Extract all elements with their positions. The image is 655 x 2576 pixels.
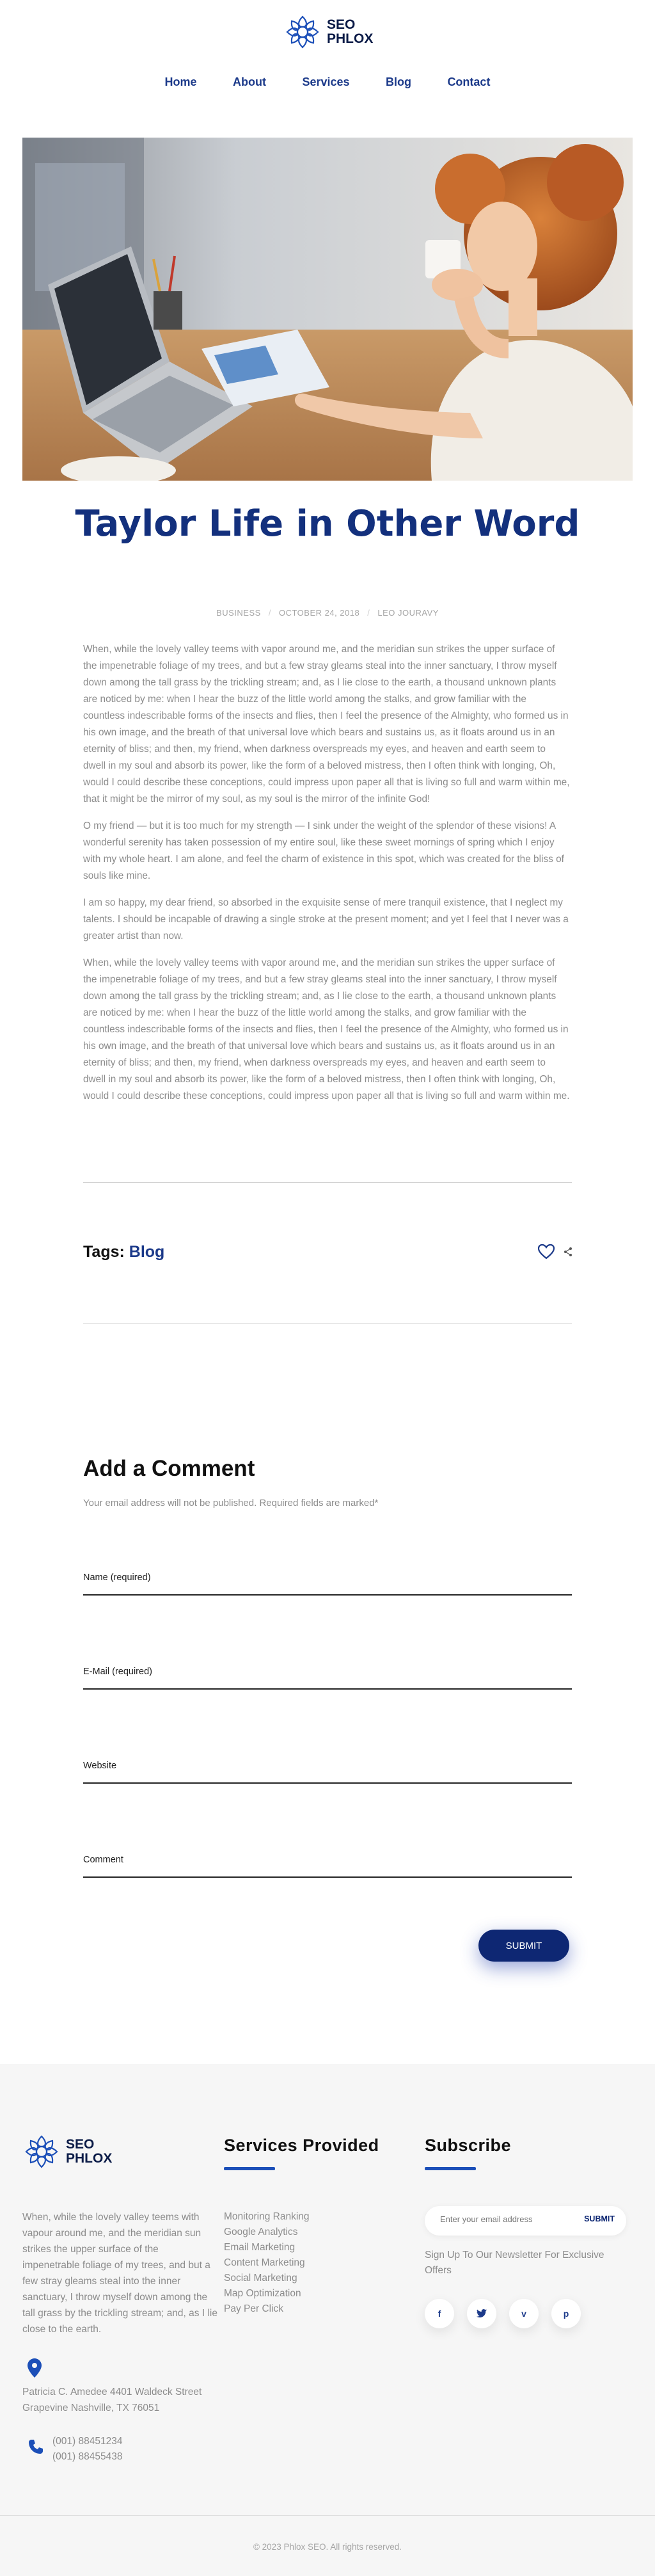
subscribe-form xyxy=(425,2206,626,2236)
post-title: Taylor Life in Other Word xyxy=(75,503,580,545)
post-category[interactable]: BUSINESS xyxy=(216,608,261,618)
footer-divider xyxy=(0,2515,655,2516)
meta-separator: / xyxy=(268,608,271,618)
heart-icon[interactable] xyxy=(537,1243,555,1261)
services-title: Services Provided xyxy=(224,2136,379,2155)
logo-line-2: PHLOX xyxy=(66,2151,113,2166)
hero-image xyxy=(22,138,633,481)
service-link[interactable]: Social Marketing xyxy=(224,2273,297,2284)
tag-link[interactable]: Blog xyxy=(129,1243,165,1261)
nav-home[interactable]: Home xyxy=(164,76,197,88)
facebook-icon[interactable]: f xyxy=(425,2299,454,2328)
service-link[interactable]: Pay Per Click xyxy=(224,2303,284,2314)
subscribe-title-underline xyxy=(425,2167,476,2170)
site-header xyxy=(0,0,655,128)
pinterest-icon[interactable]: p xyxy=(551,2299,581,2328)
logo-text xyxy=(327,18,373,46)
address-line-2: Grapevine Nashville, TX 76051 xyxy=(22,2403,160,2413)
post-paragraph: I am so happy, my dear friend, so absorbed in the exquisite sense of mere tranquil existence, that I neglect my talents. I should be incapable of drawing a single stroke at the present moment; and yet I feel that I never was a greater artist than now. xyxy=(83,897,569,941)
comment-textarea[interactable] xyxy=(83,1847,572,1878)
subscribe-text: Sign Up To Our Newsletter For Exclusive Offers xyxy=(425,2250,604,2276)
logo-flower-icon xyxy=(283,13,322,51)
location-pin-icon xyxy=(28,2358,42,2378)
email-label: E-Mail (required) xyxy=(83,1667,152,1677)
main-nav xyxy=(0,76,655,89)
service-link[interactable]: Google Analytics xyxy=(224,2227,298,2237)
service-link[interactable]: Map Optimization xyxy=(224,2288,301,2299)
post-paragraph: When, while the lovely valley teems with vapor around me, and the meridian sun strikes the upper surface of the impenetrable foliage of my trees, and but a few stray gleams steal into the inner sanctuary, I throw myself down among the tall grass by the trickling stream; and, as I lie close to the earth, a thousand unknown plants are noticed by me: when I hear the buzz of the little world among the stalks, and grow familiar with the countless indescribable forms of the insects and flies, then I feel the presence of the Almighty, who formed us in his own image, and the breath of that universal love which bears and sustains us, as it floats around us in an eternity of bliss; and then, my friend, when darkness overspreads my eyes, and heaven and earth seem to dwell in my soul and absorb its power, like the form of a beloved mistress, then I often think with longing, Oh, would I could describe these conceptions, could impress upon paper all that is living so full and warm within me. xyxy=(83,957,570,1101)
subscribe-email-input[interactable] xyxy=(440,2214,562,2224)
email-field[interactable] xyxy=(83,1659,572,1690)
post-author[interactable]: LEO JOURAVY xyxy=(377,608,439,618)
post-date: OCTOBER 24, 2018 xyxy=(278,608,360,618)
post-meta xyxy=(0,608,655,618)
footer-about: When, while the lovely valley teems with vapour around me, and the meridian sun strikes the upper surface of the impenetrable foliage of my trees, and but a few stray gleams steal into the inner sanctuary, I throw myself down among the tall grass by the trickling stream; and, as I lie close to the earth. xyxy=(22,2212,217,2335)
post-paragraph: When, while the lovely valley teems with vapor around me, and the meridian sun strikes the upper surface of the impenetrable foliage of my trees, and but a few stray gleams steal into the inner sanctuary, I throw myself down among the tall grass by the trickling stream; and, as I lie close to the earth, a thousand unknown plants are noticed by me: when I hear the buzz of the little world among the stalks, and grow familiar with the countless indescribable forms of the insects and flies, then I feel the presence of the Almighty, who formed us in his own image, and the breath of that universal love which bears and sustains us, as it floats around us in an eternity of bliss; and then, my friend, when darkness overspreads my eyes, and heaven and earth seem to dwell in my soul and absorb its power, like the form of a beloved mistress, then I often think with longing, Oh, would I could describe these conceptions, could impress upon paper all that is living so full and warm within me, that it might be the mirror of my soul, as my soul is the mirror of the infinite God! xyxy=(83,644,570,804)
hero-illustration xyxy=(22,138,633,481)
vimeo-icon[interactable]: v xyxy=(509,2299,539,2328)
name-field[interactable] xyxy=(83,1565,572,1596)
website-field[interactable] xyxy=(83,1753,572,1784)
phone-number[interactable]: (001) 88455438 xyxy=(52,2451,123,2462)
submit-comment-button[interactable]: SUBMIT xyxy=(478,1930,569,1962)
divider xyxy=(83,1182,572,1183)
footer-logo[interactable] xyxy=(22,2132,112,2171)
site-footer xyxy=(0,2064,655,2576)
comment-note: Your email address will not be published. Required fields are marked* xyxy=(83,1498,379,1508)
tags-label: Tags: xyxy=(83,1243,125,1261)
comment-title: Add a Comment xyxy=(83,1456,255,1481)
logo-text xyxy=(66,2138,112,2166)
post-paragraph: O my friend — but it is too much for my strength — I sink under the weight of the splendor of these visions! A wonderful serenity has taken possession of my entire soul, like these sweet mornings of spring which I enjoy with my whole heart. I am alone, and feel the charm of existence in this spot, which was created for the bliss of souls like mine. xyxy=(83,820,564,881)
copyright: © 2023 Phlox SEO. All rights reserved. xyxy=(253,2542,402,2552)
service-link[interactable]: Monitoring Ranking xyxy=(224,2211,310,2222)
logo-line-1: SEO xyxy=(327,17,356,32)
meta-separator: / xyxy=(367,608,370,618)
phone-number[interactable]: (001) 88451234 xyxy=(52,2436,123,2447)
logo-flower-icon xyxy=(22,2132,61,2171)
phone-icon xyxy=(28,2438,44,2455)
post-body xyxy=(83,641,571,1115)
site-logo[interactable] xyxy=(283,13,373,51)
nav-services[interactable]: Services xyxy=(302,76,350,88)
subscribe-submit-button[interactable]: SUBMIT xyxy=(584,2214,615,2223)
footer-address xyxy=(22,2384,201,2416)
service-link[interactable]: Content Marketing xyxy=(224,2257,305,2268)
post-tags xyxy=(83,1243,164,1261)
address-line-1: Patricia C. Amedee 4401 Waldeck Street xyxy=(22,2387,202,2397)
share-icon[interactable] xyxy=(563,1247,573,1257)
comment-label: Comment xyxy=(83,1855,123,1865)
name-label: Name (required) xyxy=(83,1572,151,1583)
nav-about[interactable]: About xyxy=(233,76,266,88)
social-links xyxy=(425,2299,594,2328)
services-list xyxy=(224,2209,310,2317)
nav-blog[interactable]: Blog xyxy=(385,76,411,88)
logo-line-1: SEO xyxy=(66,2137,95,2152)
logo-line-2: PHLOX xyxy=(327,31,374,46)
footer-phones xyxy=(52,2434,122,2465)
service-link[interactable]: Email Marketing xyxy=(224,2242,296,2253)
website-label: Website xyxy=(83,1761,117,1771)
nav-contact[interactable]: Contact xyxy=(447,76,491,88)
subscribe-title: Subscribe xyxy=(425,2136,512,2155)
services-title-underline xyxy=(224,2167,275,2170)
twitter-icon[interactable] xyxy=(467,2299,496,2328)
